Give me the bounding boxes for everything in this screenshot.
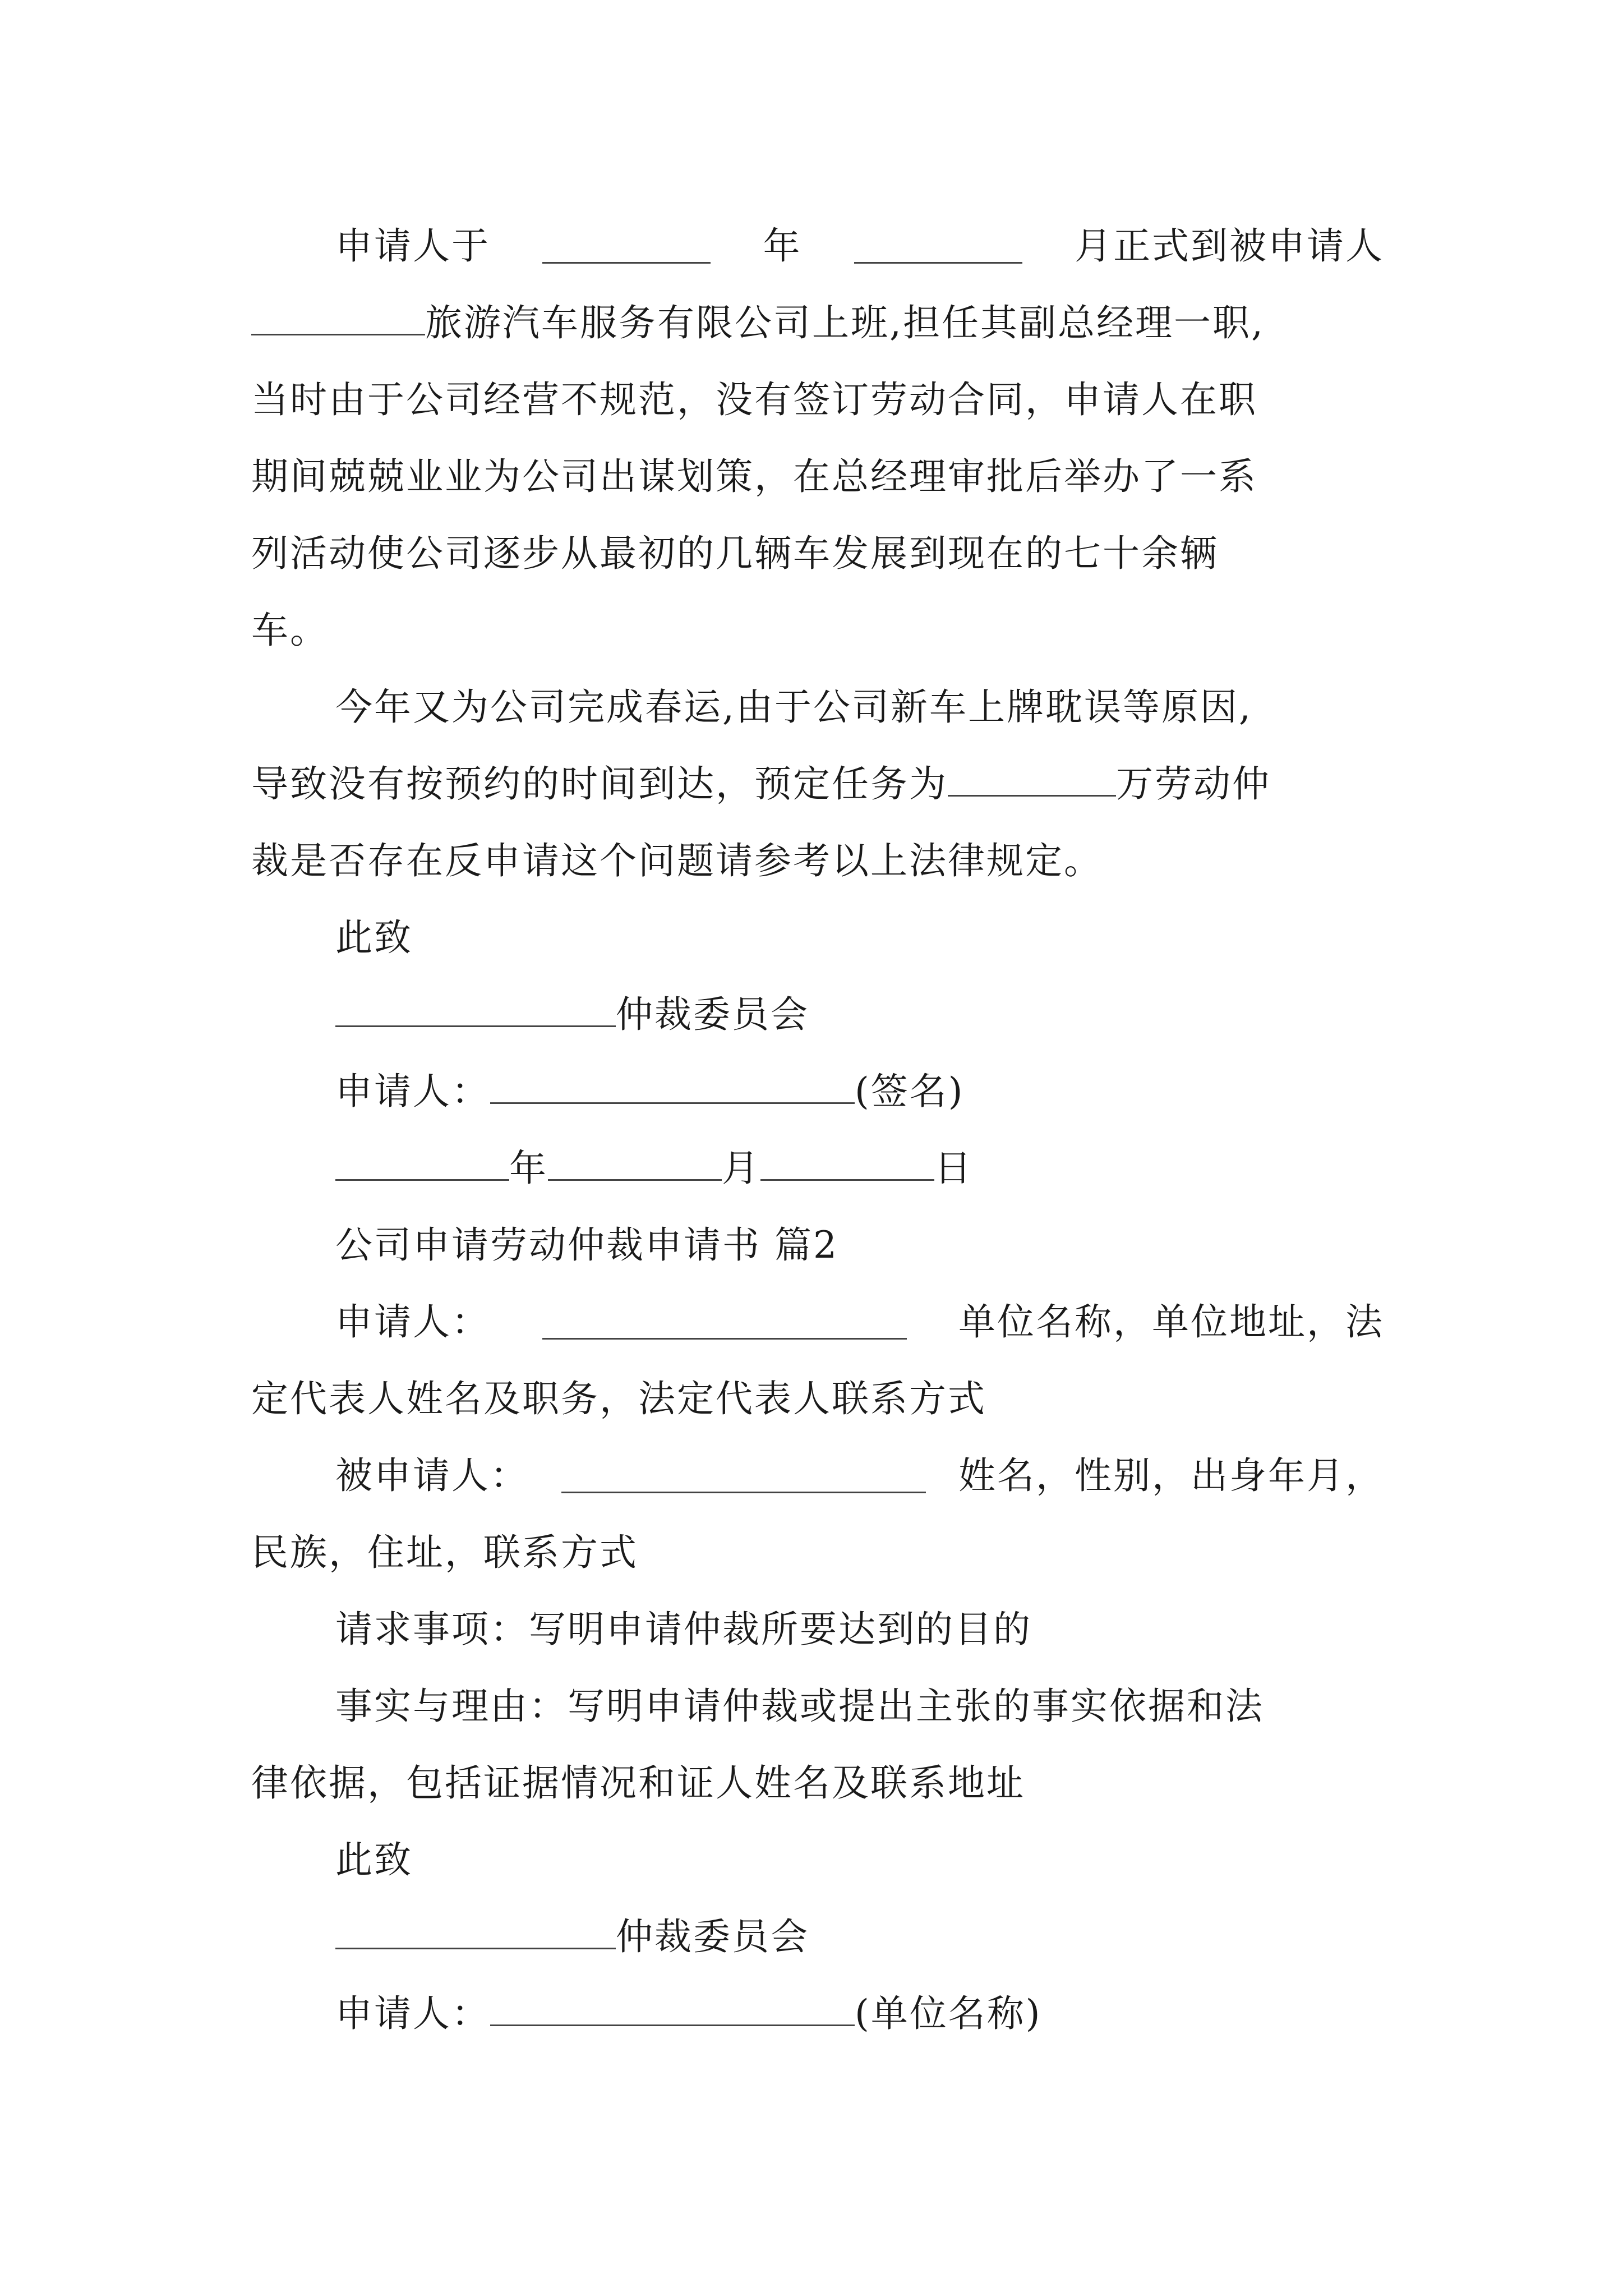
date-day-label: 日 [934,1147,973,1190]
applicant-line-1 [251,1283,1384,1360]
paragraph-2-line-3: 裁是否存在反申请这个问题请参考以上法律规定。 [251,839,1103,882]
applicant-note: (单位名称) [855,1992,1042,2035]
applicant-text: 单位名称，单位地址，法 [958,1300,1384,1343]
applicant-label: 申请人： [335,1992,490,2035]
paragraph-2-line-2 [251,746,1384,822]
applicant-line-2: 定代表人姓名及职务，法定代表人联系方式 [251,1377,986,1420]
paragraph-1-line-2 [251,284,1384,361]
blank-underline [561,1458,926,1493]
blank-underline [854,228,1022,264]
salutation: 此致 [335,916,413,959]
text-segment: 申请人于 [335,224,490,268]
paragraph-1-line-4: 期间兢兢业业为公司出谋划策，在总经理审批后举办了一系 [251,455,1257,498]
blank-underline [335,1145,509,1181]
text-segment: 旅游汽车服务有限公司上班,担任其副总经理一职, [425,301,1265,344]
blank-underline [251,300,425,335]
paragraph-1-line-1 [251,208,1384,284]
text-segment: 导致没有按预约的时间到达，预定任务为 [251,762,948,806]
blank-underline [948,761,1116,797]
respondent-label: 被申请人： [335,1454,529,1497]
blank-underline [760,1145,934,1181]
committee-line [251,1898,1384,1975]
date-month-label: 月 [722,1147,760,1190]
applicant-label: 申请人： [335,1070,490,1113]
applicant-signature-line [251,1975,1384,2052]
paragraph-2-line-1: 今年又为公司完成春运,由于公司新车上牌耽误等原因, [335,685,1252,729]
blank-underline [490,1069,855,1104]
blank-underline [548,1145,722,1181]
paragraph-1-line-6: 车。 [251,609,329,652]
date-line [251,1130,1384,1207]
facts-line-2: 律依据，包括证据情况和证人姓名及联系地址 [251,1761,1025,1805]
applicant-note: (签名) [855,1070,965,1113]
blank-underline [490,1991,855,2026]
text-segment: 月正式到被申请人 [1075,224,1384,268]
respondent-text: 姓名，性别，出身年月， [958,1454,1384,1497]
committee-label: 仲裁委员会 [616,993,809,1036]
applicant-signature-line [251,1053,1384,1130]
facts-line-1: 事实与理由：写明申请仲裁或提出主张的事实依据和法 [335,1685,1264,1728]
salutation: 此致 [335,1838,413,1881]
respondent-line-1 [251,1437,1384,1514]
section-2-heading: 公司申请劳动仲裁申请书 篇2 [335,1223,838,1267]
text-segment: 万劳动仲 [1116,762,1271,806]
paragraph-1-line-5: 列活动使公司逐步从最初的几辆车发展到现在的七十余辆 [251,532,1219,575]
blank-underline [335,992,616,1027]
applicant-label: 申请人： [335,1300,490,1343]
paragraph-1-line-3: 当时由于公司经营不规范，没有签订劳动合同，申请人在职 [251,378,1257,421]
respondent-line-2: 民族，住址，联系方式 [251,1531,638,1574]
date-year-label: 年 [509,1147,548,1190]
blank-underline [335,1914,616,1949]
committee-label: 仲裁委员会 [616,1915,809,1958]
blank-underline [542,228,711,264]
text-segment: 年 [763,224,802,268]
committee-line [251,976,1384,1053]
document-body [251,208,1384,2052]
blank-underline [542,1304,907,1340]
claims-line: 请求事项：写明申请仲裁所要达到的目的 [335,1608,1032,1651]
